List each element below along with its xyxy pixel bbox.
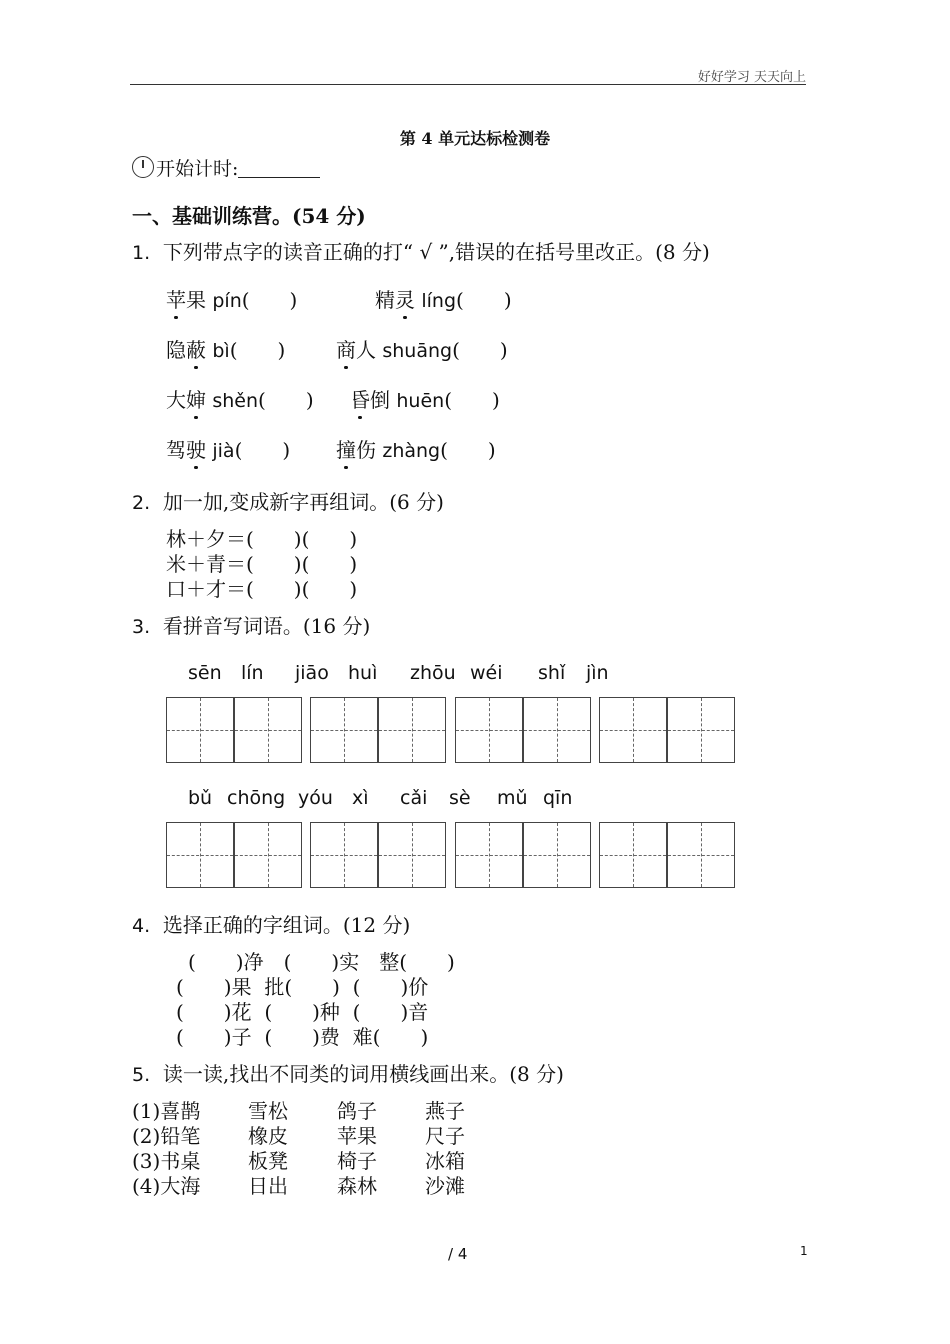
char: 精 bbox=[375, 288, 395, 312]
pinyin: jìn bbox=[586, 662, 609, 684]
pinyin: huēn bbox=[396, 390, 445, 412]
word[interactable]: 橡皮 bbox=[248, 1124, 288, 1148]
word[interactable]: 苹果 bbox=[337, 1124, 377, 1148]
dotted-char: 婶 bbox=[186, 388, 206, 412]
dotted-char: 苹 bbox=[166, 288, 186, 312]
pinyin: xì bbox=[352, 787, 369, 809]
page-title: 第 4 单元达标检测卷 bbox=[399, 129, 551, 148]
pinyin: bǔ bbox=[188, 787, 213, 809]
dotted-char: 商 bbox=[336, 338, 356, 362]
q1-item bbox=[166, 284, 297, 313]
char: 人 bbox=[356, 338, 376, 362]
answer-blank[interactable]: ( ) bbox=[234, 438, 291, 462]
word[interactable]: 鸽子 bbox=[337, 1099, 377, 1123]
question-number: 4. bbox=[132, 915, 151, 937]
pinyin: shǐ bbox=[538, 662, 566, 684]
question-number: 3. bbox=[132, 616, 151, 638]
pinyin: bì bbox=[212, 340, 230, 362]
question-text: 看拼音写词语。(16 分) bbox=[162, 614, 371, 638]
pinyin: zhàng bbox=[382, 440, 441, 462]
dotted-char: 灵 bbox=[395, 288, 415, 312]
q2-line[interactable]: 米＋青＝( )( ) bbox=[166, 552, 358, 576]
writing-grid[interactable] bbox=[166, 822, 302, 888]
answer-blank[interactable]: ( ) bbox=[444, 388, 500, 412]
question-2 bbox=[132, 486, 444, 515]
q1-item bbox=[336, 334, 508, 363]
answer-blank[interactable]: ( ) bbox=[456, 288, 512, 312]
pinyin: qīn bbox=[543, 787, 573, 809]
question-1 bbox=[132, 236, 710, 265]
word[interactable]: 沙滩 bbox=[425, 1174, 465, 1198]
word[interactable]: 尺子 bbox=[425, 1124, 465, 1148]
dotted-char: 驶 bbox=[186, 438, 206, 462]
q1-item bbox=[350, 384, 500, 413]
q2-line[interactable]: 林＋夕＝( )( ) bbox=[166, 527, 358, 551]
char: 倒 bbox=[370, 388, 390, 412]
char: 隐 bbox=[166, 338, 186, 362]
page-number: 1 bbox=[800, 1244, 808, 1258]
header-motto: 好好学习 天天向上 bbox=[697, 70, 806, 85]
pinyin: lín bbox=[241, 662, 264, 684]
q1-item bbox=[375, 284, 512, 313]
timer bbox=[132, 154, 320, 181]
writing-grid[interactable] bbox=[166, 697, 302, 763]
pinyin: shěn bbox=[212, 390, 259, 412]
dotted-char: 蔽 bbox=[186, 338, 206, 362]
writing-grid[interactable] bbox=[455, 822, 591, 888]
pinyin: líng bbox=[421, 290, 457, 312]
pinyin: yóu bbox=[298, 787, 333, 809]
char: 大 bbox=[166, 388, 186, 412]
word[interactable]: 森林 bbox=[337, 1174, 377, 1198]
word[interactable]: 椅子 bbox=[337, 1149, 377, 1173]
writing-grid[interactable] bbox=[455, 697, 591, 763]
q2-line[interactable]: 口＋才＝( )( ) bbox=[166, 577, 358, 601]
word: (3)书桌 bbox=[132, 1149, 201, 1173]
question-number: 1. bbox=[132, 242, 151, 264]
writing-grid[interactable] bbox=[310, 697, 446, 763]
section-heading: 一、基础训练营。(54 分) bbox=[132, 204, 366, 228]
q1-item bbox=[166, 384, 314, 413]
q1-item bbox=[166, 334, 285, 363]
writing-grid[interactable] bbox=[599, 822, 735, 888]
page-total: / 4 bbox=[448, 1245, 468, 1263]
answer-blank[interactable]: ( ) bbox=[241, 288, 298, 312]
word: (2)铅笔 bbox=[132, 1124, 201, 1148]
q4-line[interactable]: ( )净 ( )实 整( ) bbox=[188, 950, 455, 974]
pinyin: wéi bbox=[470, 662, 503, 684]
question-5 bbox=[132, 1058, 564, 1087]
q1-item bbox=[166, 434, 290, 463]
char: 果 bbox=[186, 288, 206, 312]
pinyin: zhōu bbox=[410, 662, 456, 684]
pinyin: huì bbox=[348, 662, 378, 684]
answer-blank[interactable]: ( ) bbox=[440, 438, 496, 462]
question-4 bbox=[132, 909, 410, 938]
answer-blank[interactable]: ( ) bbox=[258, 388, 314, 412]
q4-line[interactable]: ( )花 ( )种 ( )音 bbox=[176, 1000, 429, 1024]
word[interactable]: 雪松 bbox=[248, 1099, 288, 1123]
question-3 bbox=[132, 610, 370, 639]
char: 驾 bbox=[166, 438, 186, 462]
answer-blank[interactable]: ( ) bbox=[229, 338, 286, 362]
clock-icon bbox=[132, 156, 154, 178]
word[interactable]: 日出 bbox=[248, 1174, 288, 1198]
pinyin: jià bbox=[212, 440, 235, 462]
question-text: 选择正确的字组词。(12 分) bbox=[162, 913, 411, 937]
pinyin: chōng bbox=[227, 787, 286, 809]
writing-grid[interactable] bbox=[310, 822, 446, 888]
timer-blank[interactable] bbox=[238, 159, 320, 178]
dotted-char: 撞 bbox=[336, 438, 356, 462]
writing-grid[interactable] bbox=[599, 697, 735, 763]
q1-item bbox=[336, 434, 496, 463]
char: 伤 bbox=[356, 438, 376, 462]
word: (1)喜鹊 bbox=[132, 1099, 201, 1123]
question-number: 2. bbox=[132, 492, 151, 514]
question-number: 5. bbox=[132, 1064, 151, 1086]
word: (4)大海 bbox=[132, 1174, 201, 1198]
pinyin: shuāng bbox=[382, 340, 453, 362]
q4-line[interactable]: ( )子 ( )费 难( ) bbox=[176, 1025, 429, 1049]
word[interactable]: 冰箱 bbox=[425, 1149, 465, 1173]
pinyin: sè bbox=[449, 787, 471, 809]
timer-label: 开始计时: bbox=[156, 158, 239, 180]
dotted-char: 昏 bbox=[350, 388, 370, 412]
pinyin: sēn bbox=[188, 662, 222, 684]
question-text: 读一读,找出不同类的词用横线画出来。(8 分) bbox=[162, 1062, 564, 1086]
pinyin: jiāo bbox=[295, 662, 329, 684]
answer-blank[interactable]: ( ) bbox=[452, 338, 508, 362]
pinyin: pín bbox=[212, 290, 242, 312]
question-text: 加一加,变成新字再组词。(6 分) bbox=[162, 490, 444, 514]
question-text: 下列带点字的读音正确的打“ √ ”,错误的在括号里改正。(8 分) bbox=[162, 240, 710, 264]
pinyin: mǔ bbox=[497, 787, 528, 809]
q4-line[interactable]: ( )果 批( ) ( )价 bbox=[176, 975, 429, 999]
word[interactable]: 板凳 bbox=[248, 1149, 288, 1173]
pinyin: cǎi bbox=[400, 787, 428, 809]
word[interactable]: 燕子 bbox=[425, 1099, 465, 1123]
